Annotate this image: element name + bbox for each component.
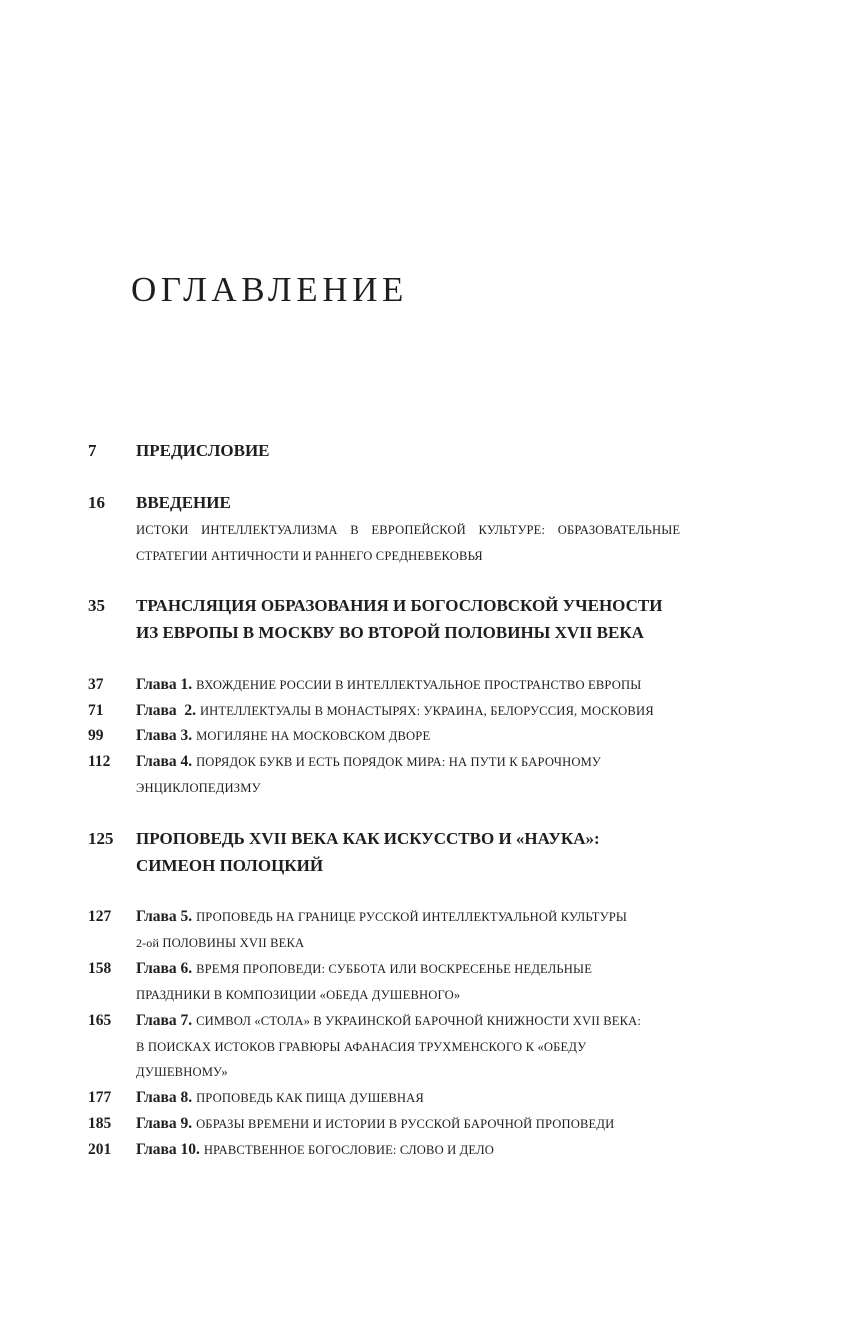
chapter-title: ВРЕМЯ ПРОПОВЕДИ: СУББОТА ИЛИ ВОСКРЕСЕНЬЕ НЕДЕЛЬНЫЕ [196,962,593,976]
part-title-line: ПРОПОВЕДЬ XVII ВЕКА КАК ИСКУССТВО И «НАУКА»: [136,829,600,848]
chapter-label: Глава 2. [136,702,197,719]
entry-subtitle: ИСТОКИ ИНТЕЛЛЕКТУАЛИЗМА В ЕВРОПЕЙСКОЙ КУЛЬТУРЕ: ОБРАЗОВАТЕЛЬНЫЕ [136,523,681,537]
part-title-line: СИМЕОН ПОЛОЦКИЙ [136,856,324,875]
entry-subtitle: СТРАТЕГИИ АНТИЧНОСТИ И РАННЕГО СРЕДНЕВЕКОВЬЯ [136,549,483,563]
toc-entry-intro[interactable] [0,492,857,514]
chapter-title: МОГИЛЯНЕ НА МОСКОВСКОМ ДВОРЕ [196,729,431,743]
page-number: 35 [88,596,105,615]
toc-entry-part-2[interactable] [0,828,857,850]
page-number: 112 [88,753,111,770]
chapter-title: ИНТЕЛЛЕКТУАЛЫ В МОНАСТЫРЯХ: УКРАИНА, БЕЛОРУССИЯ, МОСКОВИЯ [199,704,654,718]
toc-entry-chapter-7[interactable] [0,1011,857,1031]
chapter-label: Глава 3. [136,727,193,744]
chapter-title-cont: В ПОИСКАХ ИСТОКОВ ГРАВЮРЫ АФАНАСИЯ ТРУХМЕНСКОГО К «ОБЕДУ [136,1040,587,1054]
chapter-title-cont [136,933,304,953]
chapter-title-cont: ДУШЕВНОМУ» [136,1065,228,1079]
chapter-title: ПОРЯДОК БУКВ И ЕСТЬ ПОРЯДОК МИРА: НА ПУТИ К БАРОЧНОМУ [196,755,601,769]
part-title-line: ТРАНСЛЯЦИЯ ОБРАЗОВАНИЯ И БОГОСЛОВСКОЙ УЧЕНОСТИ [136,596,663,615]
entry-title: ПРЕДИСЛОВИЕ [136,441,270,460]
toc-entry-chapter-5[interactable] [0,907,857,927]
toc-entry-part-1-cont [0,622,857,644]
page-number: 37 [88,676,104,693]
entry-title: ВВЕДЕНИЕ [136,493,231,512]
chapter-title: ВХОЖДЕНИЕ РОССИИ В ИНТЕЛЛЕКТУАЛЬНОЕ ПРОСТРАНСТВО ЕВРОПЫ [196,678,642,692]
toc-entry-preface[interactable] [0,440,857,462]
toc-entry-chapter-10[interactable] [0,1140,857,1160]
chapter-title-cont-text: ПОЛОВИНЫ XVII ВЕКА [162,936,305,950]
page-number: 16 [88,493,105,512]
ordinal-prefix: 2-ой [136,936,160,950]
chapter-label: Глава 10. [136,1141,200,1158]
toc-entry-chapter-8[interactable] [0,1088,857,1108]
page-number: 201 [88,1141,112,1158]
page-number: 165 [88,1012,112,1029]
chapter-title-cont: ПРАЗДНИКИ В КОМПОЗИЦИИ «ОБЕДА ДУШЕВНОГО» [136,988,461,1002]
part-title-line: ИЗ ЕВРОПЫ В МОСКВУ ВО ВТОРОЙ ПОЛОВИНЫ XVII ВЕКА [136,623,644,642]
toc-entry-chapter-2[interactable] [0,701,857,721]
page-title: ОГЛАВЛЕНИЕ [131,270,408,309]
page-number: 158 [88,960,112,977]
chapter-label: Глава 1. [136,676,193,693]
chapter-title: СИМВОЛ «СТОЛА» В УКРАИНСКОЙ БАРОЧНОЙ КНИЖНОСТИ XVII ВЕКА: [196,1014,642,1028]
chapter-label: Глава 5. [136,908,193,925]
chapter-title: ОБРАЗЫ ВРЕМЕНИ И ИСТОРИИ В РУССКОЙ БАРОЧНОЙ ПРОПОВЕДИ [196,1117,615,1131]
toc-entry-chapter-9[interactable] [0,1114,857,1134]
toc-entry-part-1[interactable] [0,595,857,617]
toc-entry-chapter-3[interactable] [0,726,857,746]
chapter-label: Глава 8. [136,1089,193,1106]
page-number: 127 [88,908,112,925]
toc-entry-chapter-1[interactable] [0,675,857,695]
page-number: 7 [88,441,97,460]
chapter-title: НРАВСТВЕННОЕ БОГОСЛОВИЕ: СЛОВО И ДЕЛО [203,1143,495,1157]
page-number: 177 [88,1089,112,1106]
page-number: 185 [88,1115,112,1132]
toc-entry-part-2-cont [0,855,857,877]
page-number: 125 [88,829,114,848]
chapter-label: Глава 9. [136,1115,193,1132]
page-number: 71 [88,702,104,719]
chapter-label: Глава 6. [136,960,193,977]
chapter-title: ПРОПОВЕДЬ КАК ПИЩА ДУШЕВНАЯ [196,1091,424,1105]
toc-entry-chapter-4[interactable] [0,752,857,772]
page-number: 99 [88,727,104,744]
toc-entry-chapter-6[interactable] [0,959,857,979]
chapter-title: ПРОПОВЕДЬ НА ГРАНИЦЕ РУССКОЙ ИНТЕЛЛЕКТУАЛЬНОЙ КУЛЬТУРЫ [196,910,627,924]
chapter-label: Глава 4. [136,753,193,770]
chapter-label: Глава 7. [136,1012,193,1029]
chapter-title-cont: ЭНЦИКЛОПЕДИЗМУ [136,781,261,795]
